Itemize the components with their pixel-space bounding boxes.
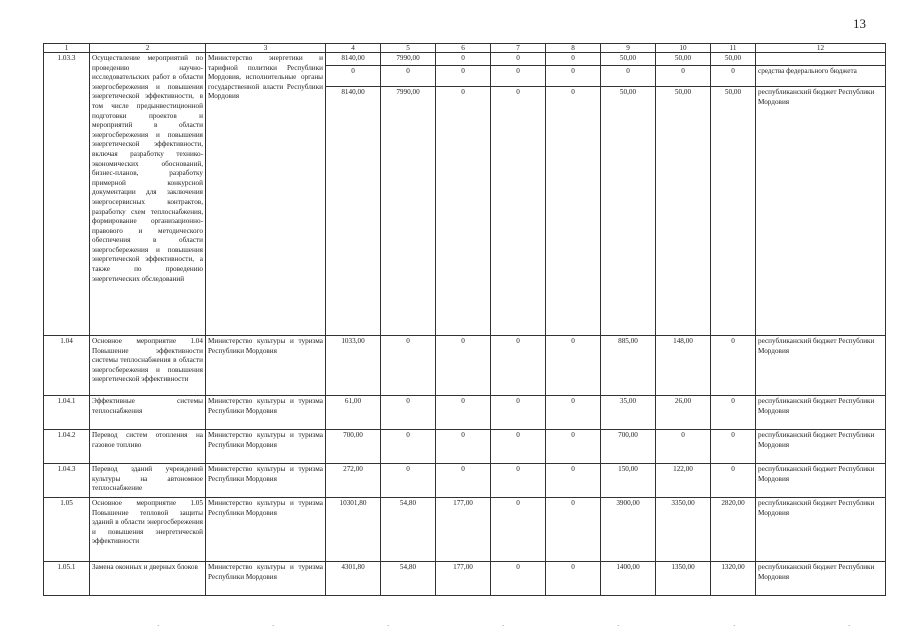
value-text: 50,00 bbox=[724, 88, 742, 96]
header-cell: 2 bbox=[90, 44, 206, 53]
scan-mark: ˊ bbox=[272, 624, 275, 632]
value-cell bbox=[711, 336, 756, 396]
value-text: 50,00 bbox=[711, 53, 755, 66]
value-text: 0 bbox=[461, 337, 465, 345]
value-cell bbox=[711, 464, 756, 498]
source-text: средства федерального бюджета bbox=[756, 66, 885, 87]
value-cell bbox=[381, 498, 436, 562]
row-executor: Министерство культуры и туризма Республики Мордовия bbox=[206, 562, 326, 596]
value-text: 1350,00 bbox=[671, 563, 695, 571]
value-text: 0 bbox=[516, 563, 520, 571]
value-cell bbox=[381, 464, 436, 498]
value-text: 0 bbox=[461, 431, 465, 439]
value-cell bbox=[326, 53, 381, 336]
row-executor: Министерство культуры и туризма Республики Мордовия bbox=[206, 396, 326, 430]
row-id: 1.04 bbox=[44, 336, 90, 396]
source-text: республиканский бюджет Республики Мордовия bbox=[758, 465, 875, 483]
value-cell bbox=[436, 396, 491, 430]
header-row bbox=[44, 44, 886, 53]
value-text: 10301,80 bbox=[339, 499, 367, 507]
value-cell bbox=[601, 53, 656, 336]
value-text: 0 bbox=[516, 465, 520, 473]
value-cell bbox=[326, 430, 381, 464]
value-text: 50,00 bbox=[656, 53, 710, 66]
source-text: республиканский бюджет Республики Мордовия bbox=[758, 337, 875, 355]
value-text: 0 bbox=[406, 431, 410, 439]
value-text: 54,80 bbox=[399, 499, 417, 507]
row-id: 1.05.1 bbox=[44, 562, 90, 596]
value-text: 0 bbox=[571, 563, 575, 571]
source-text: республиканский бюджет Республики Мордовия bbox=[758, 563, 875, 581]
value-cell bbox=[656, 396, 711, 430]
row-name: Перевод зданий учреждений культуры на автономное теплоснабжение bbox=[90, 464, 206, 498]
value-cell bbox=[436, 464, 491, 498]
value-text: 272,00 bbox=[343, 465, 363, 473]
value-cell bbox=[546, 53, 601, 336]
value-cell bbox=[711, 562, 756, 596]
value-cell bbox=[381, 562, 436, 596]
value-cell bbox=[546, 498, 601, 562]
value-cell bbox=[601, 430, 656, 464]
value-text: 50,00 bbox=[674, 88, 692, 96]
value-cell bbox=[381, 53, 436, 336]
value-cell bbox=[601, 336, 656, 396]
source-text: республиканский бюджет Республики Мордовия bbox=[758, 88, 875, 106]
value-cell bbox=[601, 562, 656, 596]
value-cell bbox=[656, 498, 711, 562]
budget-table bbox=[43, 43, 886, 596]
value-text: 0 bbox=[516, 337, 520, 345]
header-cell: 8 bbox=[546, 44, 601, 53]
value-text: 0 bbox=[436, 66, 490, 87]
header-cell: 12 bbox=[756, 44, 886, 53]
scan-mark: ˊ bbox=[502, 624, 505, 632]
value-text: 122,00 bbox=[673, 465, 693, 473]
value-text: 0 bbox=[546, 53, 600, 66]
scan-mark: ˊ bbox=[617, 624, 620, 632]
source-cell bbox=[756, 53, 886, 336]
source-cell bbox=[756, 464, 886, 498]
row-executor: Министерство культуры и туризма Республики Мордовия bbox=[206, 464, 326, 498]
header-cell: 3 bbox=[206, 44, 326, 53]
value-cell bbox=[601, 464, 656, 498]
value-text: 0 bbox=[461, 88, 465, 96]
source-text: республиканский бюджет Республики Мордовия bbox=[758, 431, 875, 449]
value-text: 0 bbox=[461, 397, 465, 405]
row-id: 1.04.3 bbox=[44, 464, 90, 498]
table-row bbox=[44, 464, 886, 498]
value-text: 0 bbox=[326, 66, 380, 87]
header-cell: 7 bbox=[491, 44, 546, 53]
row-id: 1.05 bbox=[44, 498, 90, 562]
source-cell bbox=[756, 396, 886, 430]
value-text: 61,00 bbox=[344, 397, 362, 405]
scan-mark: ˊ bbox=[848, 624, 851, 632]
scan-mark: ˊ bbox=[733, 624, 736, 632]
value-cell bbox=[656, 336, 711, 396]
value-cell bbox=[711, 430, 756, 464]
table-row bbox=[44, 562, 886, 596]
value-text: 0 bbox=[491, 53, 545, 66]
header-cell: 10 bbox=[656, 44, 711, 53]
source-text bbox=[756, 53, 885, 66]
header-cell: 4 bbox=[326, 44, 381, 53]
row-name: Перевод систем отопления на газовое топливо bbox=[90, 430, 206, 464]
value-cell bbox=[436, 562, 491, 596]
value-cell bbox=[381, 396, 436, 430]
value-cell bbox=[546, 562, 601, 596]
value-text: 8140,00 bbox=[341, 88, 365, 96]
value-text: 0 bbox=[571, 88, 575, 96]
value-cell bbox=[491, 498, 546, 562]
header-cell: 11 bbox=[711, 44, 756, 53]
value-text: 0 bbox=[731, 397, 735, 405]
row-name: Эффективные системы теплоснабжения bbox=[90, 396, 206, 430]
value-text: 0 bbox=[516, 88, 520, 96]
scan-mark: ˊ bbox=[157, 624, 160, 632]
value-text: 148,00 bbox=[673, 337, 693, 345]
value-cell bbox=[546, 396, 601, 430]
value-text: 54,80 bbox=[399, 563, 417, 571]
value-text: 0 bbox=[601, 66, 655, 87]
value-text: 700,00 bbox=[618, 431, 638, 439]
value-text: 0 bbox=[546, 66, 600, 87]
value-cell bbox=[326, 396, 381, 430]
value-cell bbox=[491, 336, 546, 396]
value-text: 0 bbox=[571, 337, 575, 345]
value-text: 700,00 bbox=[343, 431, 363, 439]
value-cell bbox=[326, 562, 381, 596]
value-cell bbox=[381, 430, 436, 464]
value-text: 50,00 bbox=[601, 53, 655, 66]
value-text: 0 bbox=[571, 465, 575, 473]
row-executor: Министерство культуры и туризма Республики Мордовия bbox=[206, 336, 326, 396]
value-text: 26,00 bbox=[674, 397, 692, 405]
value-text: 0 bbox=[681, 431, 685, 439]
header-cell: 9 bbox=[601, 44, 656, 53]
source-cell bbox=[756, 430, 886, 464]
scan-footer-marks bbox=[0, 624, 905, 632]
row-executor: Министерство культуры и туризма Республики Мордовия bbox=[206, 430, 326, 464]
value-text: 0 bbox=[406, 397, 410, 405]
value-text: 3900,00 bbox=[616, 499, 640, 507]
table-row bbox=[44, 498, 886, 562]
row-executor: Министерство культуры и туризма Республики Мордовия bbox=[206, 498, 326, 562]
header-cell: 5 bbox=[381, 44, 436, 53]
value-text: 1320,00 bbox=[721, 563, 745, 571]
row-id: 1.04.1 bbox=[44, 396, 90, 430]
value-text: 0 bbox=[731, 431, 735, 439]
value-text: 0 bbox=[516, 431, 520, 439]
value-cell bbox=[436, 53, 491, 336]
row-name: Основное мероприятие 1.04 Повышение эффективности системы теплоснабжения в области энергосбережения и повышения энергетической эффективности bbox=[90, 336, 206, 396]
value-cell bbox=[436, 336, 491, 396]
value-text: 7990,00 bbox=[396, 88, 420, 96]
value-text: 0 bbox=[406, 465, 410, 473]
value-text: 0 bbox=[711, 66, 755, 87]
value-text: 4301,80 bbox=[341, 563, 365, 571]
value-text: 0 bbox=[656, 66, 710, 87]
value-text: 35,00 bbox=[619, 397, 637, 405]
value-text: 2820,00 bbox=[721, 499, 745, 507]
table-row bbox=[44, 430, 886, 464]
value-text: 0 bbox=[461, 465, 465, 473]
value-cell bbox=[491, 430, 546, 464]
value-cell bbox=[656, 53, 711, 336]
value-text: 0 bbox=[731, 337, 735, 345]
value-cell bbox=[546, 430, 601, 464]
value-cell bbox=[601, 498, 656, 562]
value-text: 0 bbox=[571, 431, 575, 439]
source-cell bbox=[756, 562, 886, 596]
value-text: 0 bbox=[436, 53, 490, 66]
value-text: 0 bbox=[571, 499, 575, 507]
value-text: 0 bbox=[406, 337, 410, 345]
value-cell bbox=[711, 498, 756, 562]
value-text: 885,00 bbox=[618, 337, 638, 345]
source-text: республиканский бюджет Республики Мордовия bbox=[758, 499, 875, 517]
value-cell bbox=[711, 53, 756, 336]
value-text: 8140,00 bbox=[326, 53, 380, 66]
source-cell bbox=[756, 336, 886, 396]
value-text: 177,00 bbox=[453, 563, 473, 571]
row-id: 1.03.3 bbox=[44, 53, 90, 336]
scan-mark: ˊ bbox=[387, 624, 390, 632]
table-row bbox=[44, 396, 886, 430]
value-text: 0 bbox=[731, 465, 735, 473]
value-cell bbox=[491, 562, 546, 596]
value-cell bbox=[656, 562, 711, 596]
value-cell bbox=[546, 464, 601, 498]
table-row bbox=[44, 53, 886, 336]
value-cell bbox=[491, 53, 546, 336]
row-id: 1.04.2 bbox=[44, 430, 90, 464]
value-cell bbox=[601, 396, 656, 430]
value-text: 3350,00 bbox=[671, 499, 695, 507]
value-text: 1400,00 bbox=[616, 563, 640, 571]
value-cell bbox=[326, 336, 381, 396]
header-cell: 6 bbox=[436, 44, 491, 53]
page-number: 13 bbox=[853, 16, 866, 31]
value-text: 7990,00 bbox=[381, 53, 435, 66]
value-cell bbox=[656, 464, 711, 498]
value-text: 0 bbox=[571, 397, 575, 405]
source-text: республиканский бюджет Республики Мордовия bbox=[758, 397, 875, 415]
header-cell: 1 bbox=[44, 44, 90, 53]
value-cell bbox=[436, 498, 491, 562]
value-cell bbox=[711, 396, 756, 430]
value-cell bbox=[381, 336, 436, 396]
value-text: 0 bbox=[381, 66, 435, 87]
value-text: 50,00 bbox=[619, 88, 637, 96]
value-text: 0 bbox=[516, 397, 520, 405]
value-cell bbox=[326, 464, 381, 498]
value-cell bbox=[491, 396, 546, 430]
row-name: Замена оконных и дверных блоков bbox=[90, 562, 206, 596]
value-text: 0 bbox=[491, 66, 545, 87]
value-text: 177,00 bbox=[453, 499, 473, 507]
value-cell bbox=[546, 336, 601, 396]
value-text: 150,00 bbox=[618, 465, 638, 473]
value-text: 1033,00 bbox=[341, 337, 365, 345]
row-name: Осуществление мероприятий по проведению научно-исследовательских работ в области энергосбережения и повышения энергетической эффективности, в том числе предынвестиционной подготовки проектов и мероприятий в области энергосбережения и повышения энергетической эффективности, включая разработку технико-экономических обоснований, бизнес-планов, разработку примерной конкурсной документации для заключения энергосервисных контрактов, разработку схем теплоснабжения, формирование организационно-правового и методического обеспечения в области энергосбережения и повышения энергетической эффективности, а также по проведению энергетических обследований bbox=[90, 53, 206, 336]
value-cell bbox=[436, 430, 491, 464]
source-cell bbox=[756, 498, 886, 562]
row-name: Основное мероприятие 1.05 Повышение тепловой защиты зданий в области энергосбережения и повышения энергетической эффективности bbox=[90, 498, 206, 562]
value-cell bbox=[656, 430, 711, 464]
row-executor: Министерство энергетики и тарифной политики Республики Мордовия, исполнительные органы государственной власти Республики Мордовия bbox=[206, 53, 326, 336]
value-cell bbox=[326, 498, 381, 562]
table-row bbox=[44, 336, 886, 396]
value-text: 0 bbox=[516, 499, 520, 507]
value-cell bbox=[491, 464, 546, 498]
